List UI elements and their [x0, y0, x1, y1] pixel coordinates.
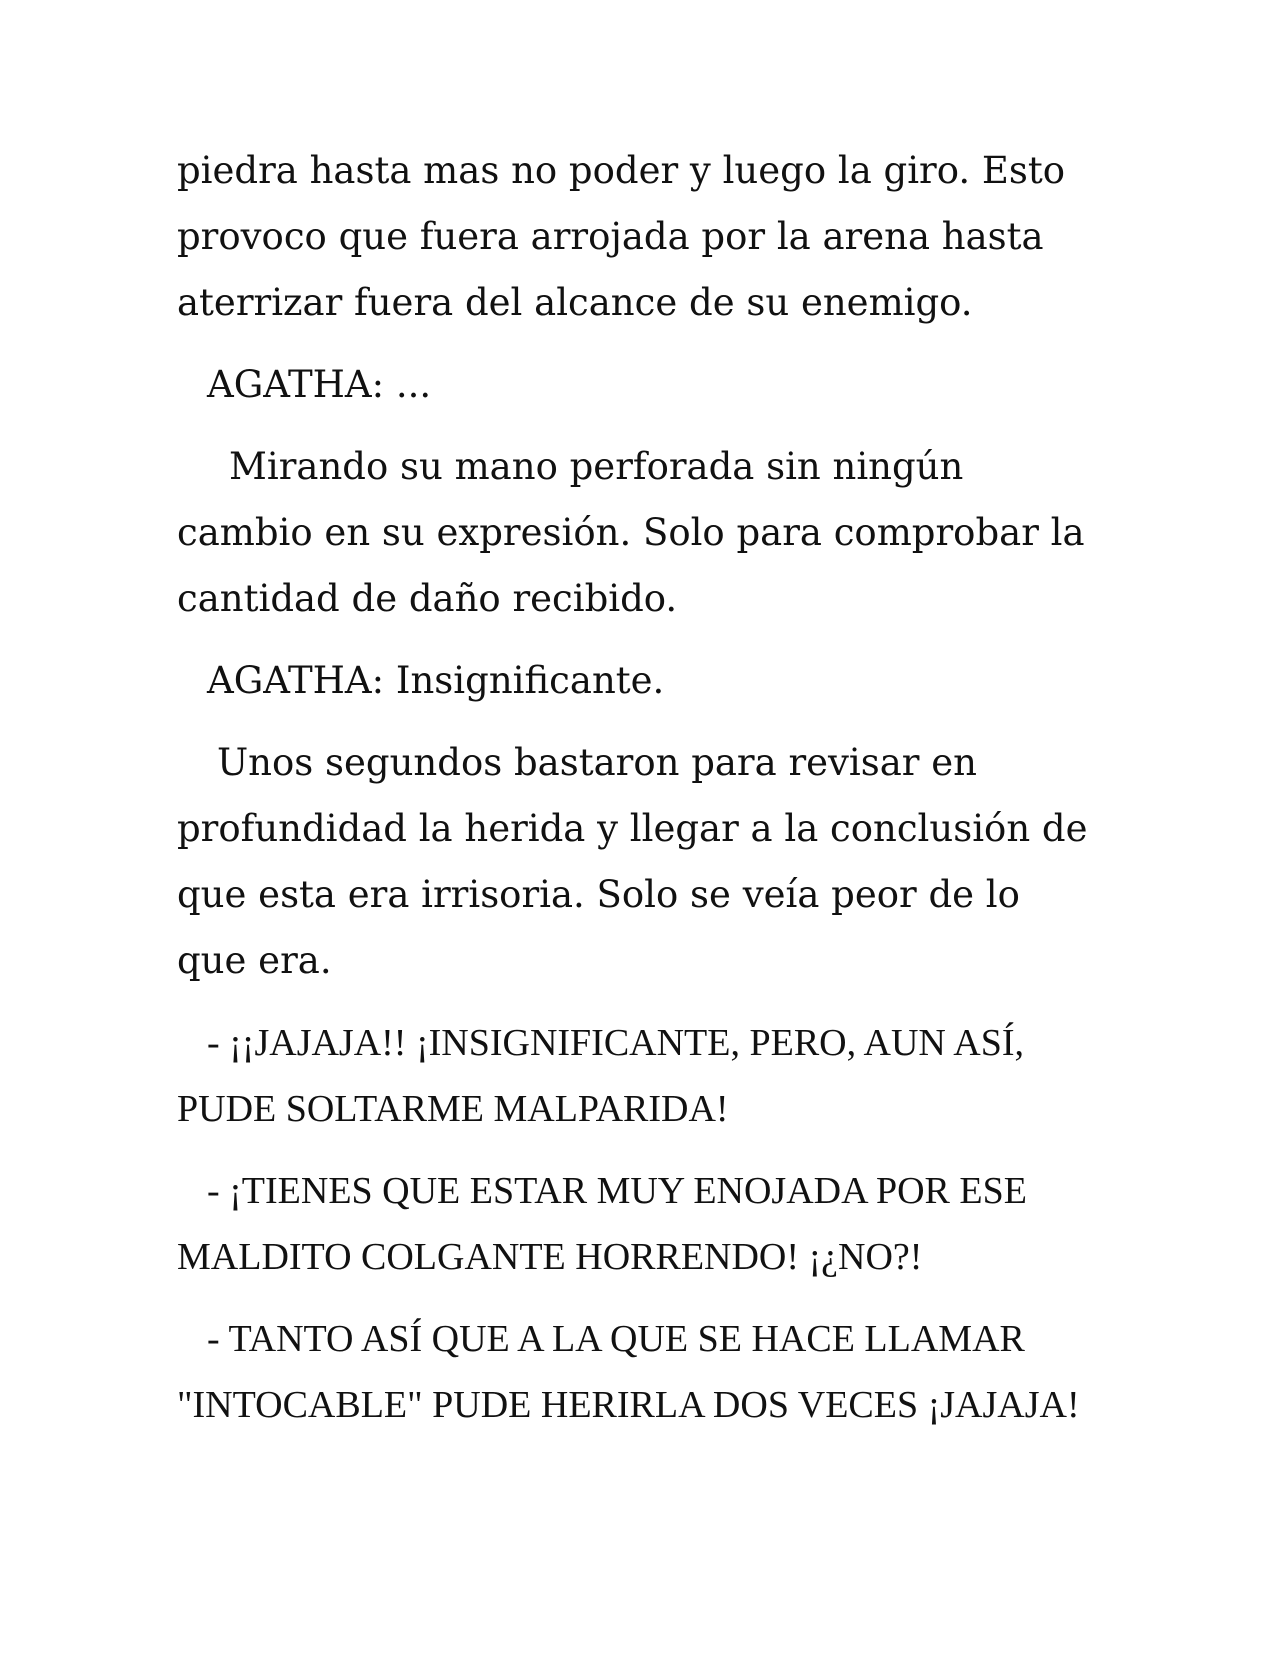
paragraph-5: Unos segundos bastaron para revisar en profundidad la herida y llegar a la conclusión de que esta era irrisoria. Solo se veía peor de lo que era. — [177, 741, 1100, 982]
paragraph-4: AGATHA: Insignificante. — [207, 659, 665, 702]
paragraph-8: - TANTO ASÍ QUE A LA QUE SE HACE LLAMAR "INTOCABLE" PUDE HERIRLA DOS VECES ¡JAJAJA! — [177, 1318, 1080, 1426]
paragraph-1: piedra hasta mas no poder y luego la giro. Esto provoco que fuera arrojada por la arena hasta aterrizar fuera del alcance de su enemigo. — [177, 149, 1077, 324]
paragraph-6: - ¡¡JAJAJA!! ¡INSIGNIFICANTE, PERO, AUN ASÍ, PUDE SOLTARME MALPARIDA! — [177, 1022, 1034, 1130]
document-body — [177, 138, 1100, 1454]
paragraph-3: Mirando su mano perforada sin ningún cambio en su expresión. Solo para comprobar la cantidad de daño recibido. — [177, 445, 1097, 620]
paragraph-7: - ¡TIENES QUE ESTAR MUY ENOJADA POR ESE MALDITO COLGANTE HORRENDO! ¡¿NO?! — [177, 1170, 1037, 1278]
paragraph-2: AGATHA: ... — [207, 363, 432, 406]
